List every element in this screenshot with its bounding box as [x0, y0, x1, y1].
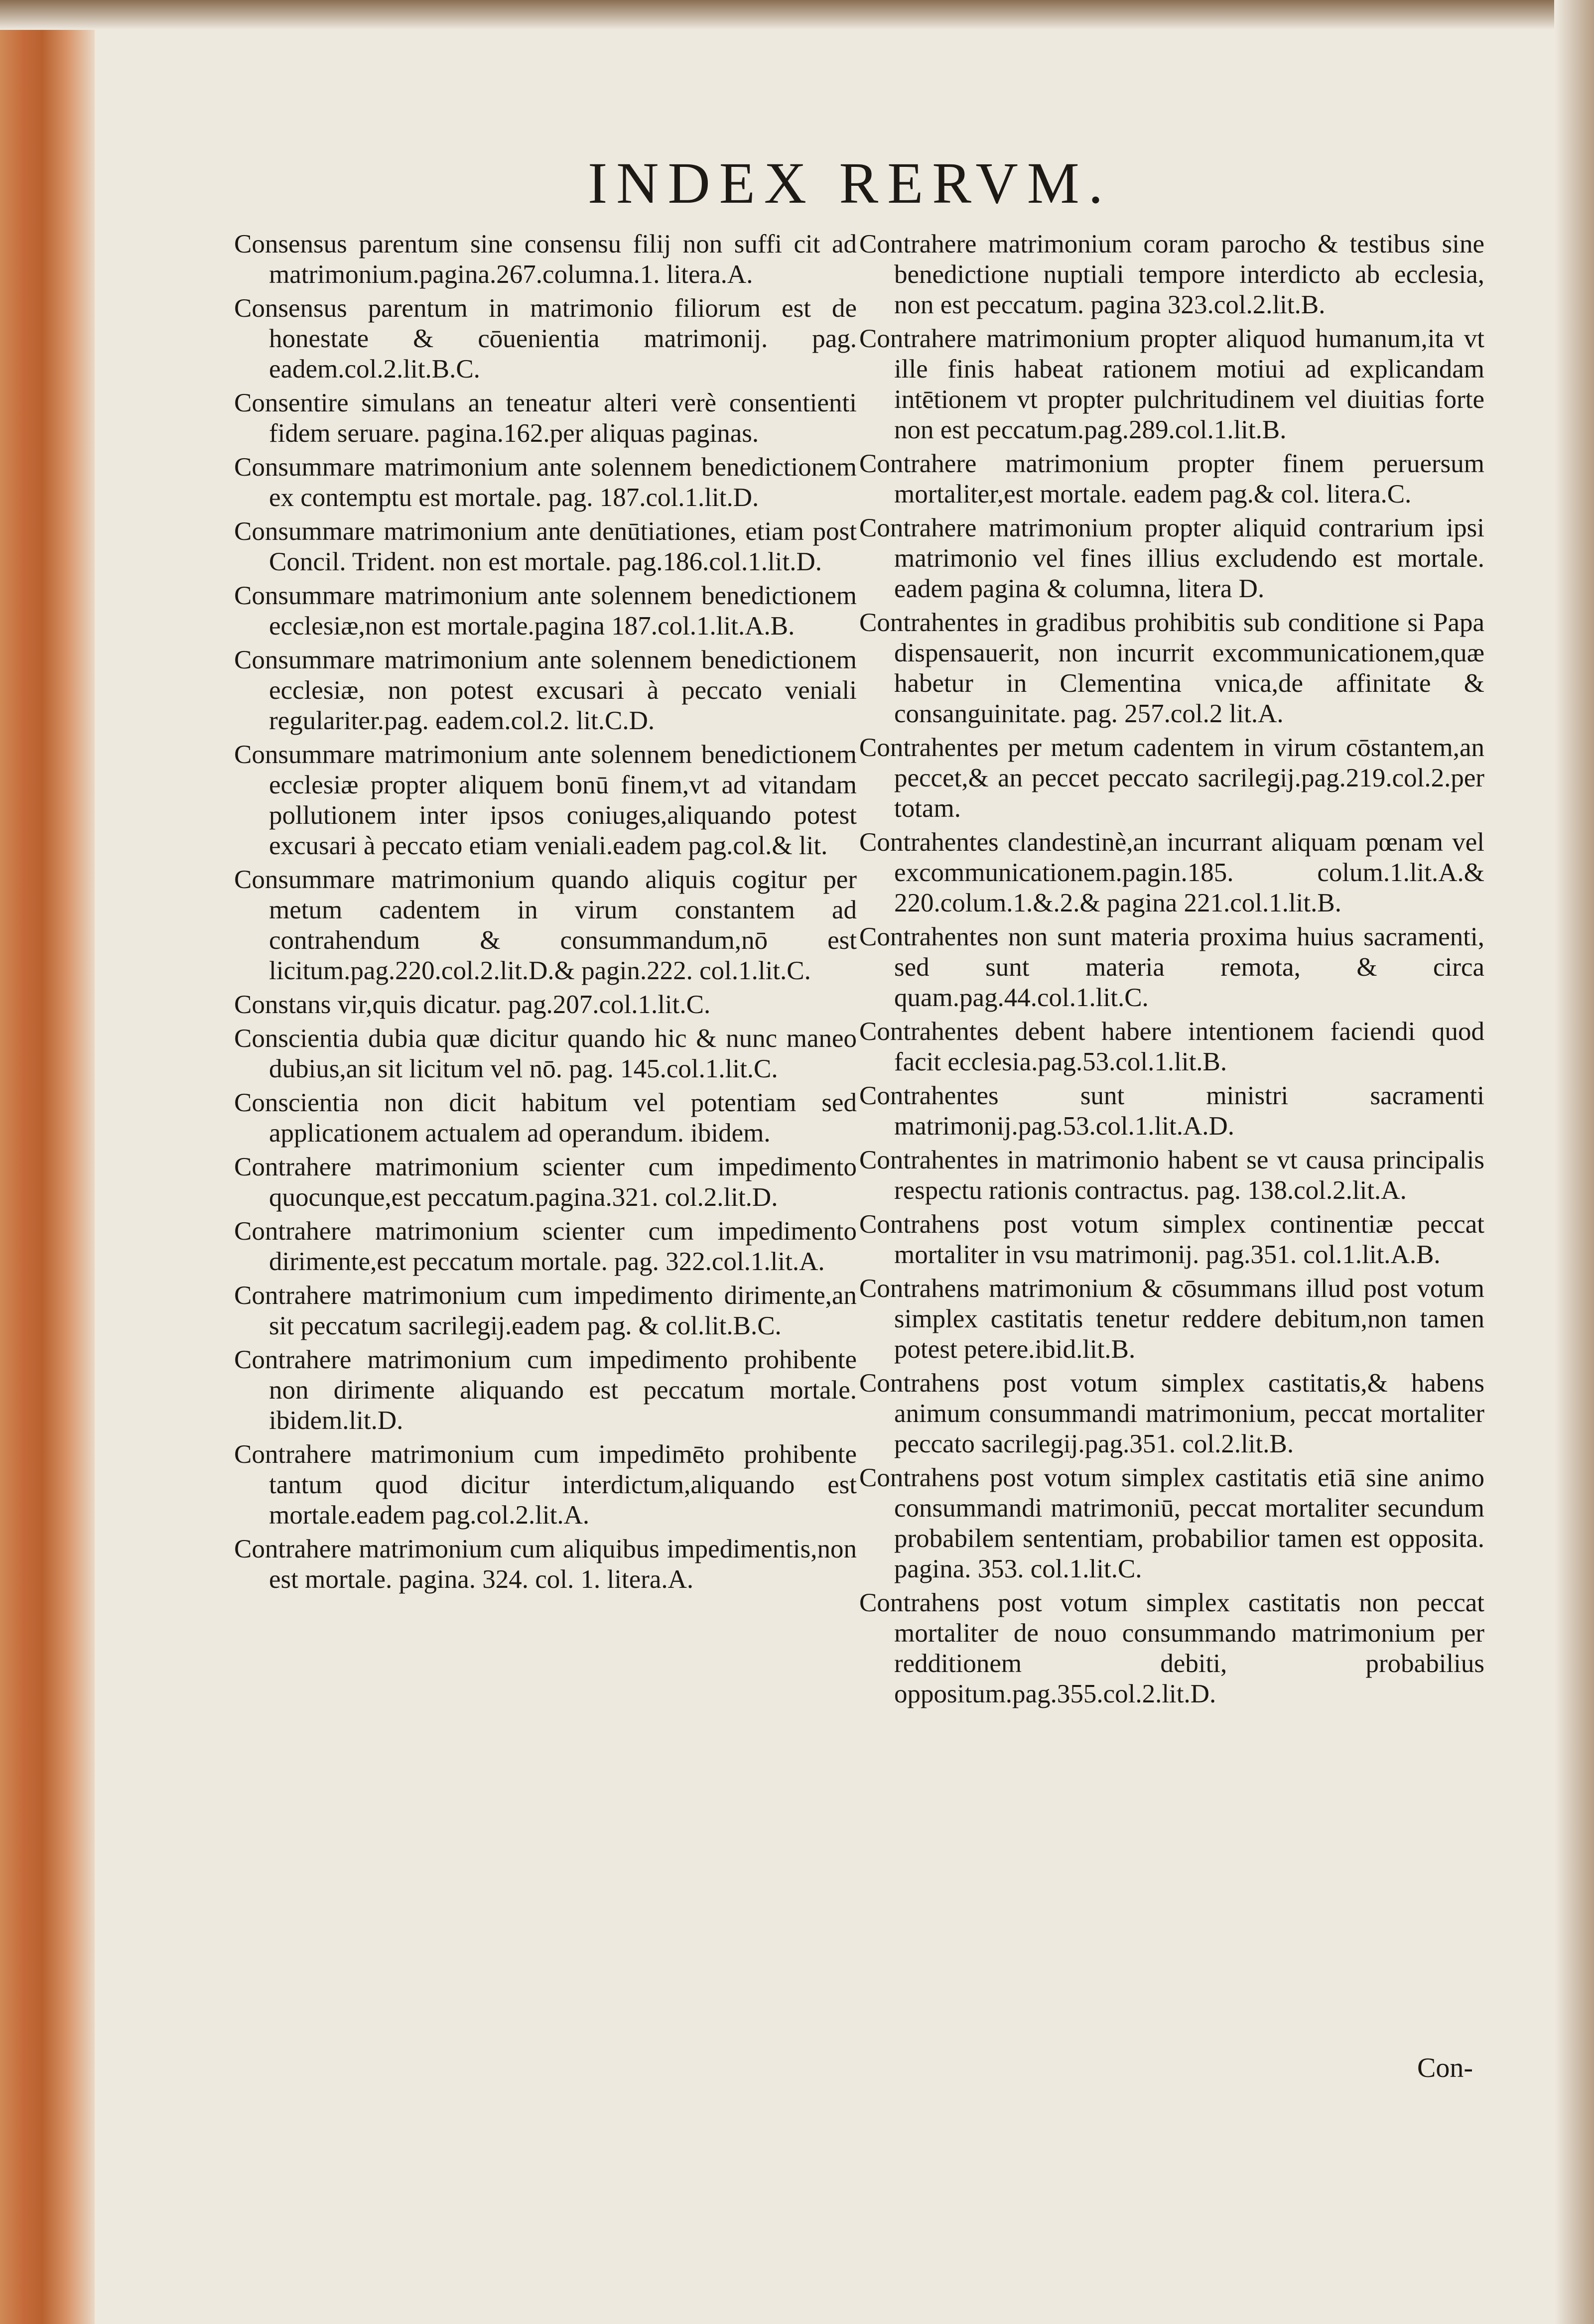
index-entry: Contrahere matrimonium cum impedimēto prohibente tantum quod dicitur interdictum,aliquando est mortale.eadem pag.col.2.lit.A. [234, 1440, 857, 1530]
index-entry: Contrahere matrimonium propter aliquid contrarium ipsi matrimonio vel fines illius excludendo est mortale. eadem pagina & columna, litera D. [859, 514, 1484, 603]
index-column-left [234, 229, 857, 1598]
index-entry: Contrahentes in matrimonio habent se vt causa principalis respectu rationis contractus. pag. 138.col.2.lit.A. [859, 1146, 1484, 1205]
index-entry: Consensus parentum in matrimonio filiorum est de honestate & cōuenientia matrimonij. pag. eadem.col.2.lit.B.C. [234, 294, 857, 384]
index-entry: Conscientia dubia quæ dicitur quando hic & nunc maneo dubius,an sit licitum vel nō. pag. 145.col.1.lit.C. [234, 1024, 857, 1083]
index-entry: Contrahentes in gradibus prohibitis sub conditione si Papa dispensauerit, non incurrit excommunicationem,quæ habetur in Clementina vnica,de affinitate & consanguinitate. pag. 257.col.2 lit.A. [859, 608, 1484, 728]
index-entry: Contrahens matrimonium & cōsummans illud post votum simplex castitatis tenetur reddere debitum,non tamen potest petere.ibid.lit.B. [859, 1274, 1484, 1364]
index-entry: Consummare matrimonium ante solennem benedictionem ecclesiæ,non est mortale.pagina 187.col.1.lit.A.B. [234, 581, 857, 641]
index-entry: Consummare matrimonium ante solennem benedictionem ecclesiæ propter aliquem bonū finem,vt ad vitandam pollutionem inter ipsos coniuges,aliquando potest excusari à peccato etiam veniali.eadem pag.col.& lit. [234, 740, 857, 860]
index-entry: Contrahens post votum simplex castitatis etiā sine animo consummandi matrimoniū, peccat mortaliter secundum probabilem sententiam, probabilior tamen est opposita. pagina. 353. col.1.lit.C. [859, 1463, 1484, 1583]
index-entry: Consummare matrimonium ante solennem benedictionem ex contemptu est mortale. pag. 187.col.1.lit.D. [234, 453, 857, 512]
index-entry: Contrahere matrimonium propter finem peruersum mortaliter,est mortale. eadem pag.& col. litera.C. [859, 449, 1484, 509]
index-entry: Contrahentes debent habere intentionem faciendi quod facit ecclesia.pag.53.col.1.lit.B. [859, 1017, 1484, 1076]
index-entry: Contrahere matrimonium scienter cum impedimento dirimente,est peccatum mortale. pag. 322.col.1.lit.A. [234, 1217, 857, 1276]
index-entry: Contrahere matrimonium cum impedimento prohibente non dirimente aliquando est peccatum mortale. ibidem.lit.D. [234, 1345, 857, 1435]
index-entry: Contrahentes non sunt materia proxima huius sacramenti, sed sunt materia remota, & circa quam.pag.44.col.1.lit.C. [859, 922, 1484, 1012]
page-right-shadow [1554, 0, 1594, 2324]
page-top-shadow [0, 0, 1594, 30]
index-entry: Contrahere matrimonium propter aliquod humanum,ita vt ille finis habeat rationem motiui ad explicandam intētionem vt propter pulchritudinem vel diuitias forte non est peccatum.pag.289.col.1.lit.B. [859, 324, 1484, 444]
index-entry: Consummare matrimonium ante denūtiationes, etiam post Concil. Trident. non est mortale. pag.186.col.1.lit.D. [234, 517, 857, 576]
index-entry: Consummare matrimonium quando aliquis cogitur per metum cadentem in virum constantem ad contrahendum & consummandum,nō est licitum.pag.220.col.2.lit.D.& pagin.222. col.1.lit.C. [234, 865, 857, 985]
index-entry: Consentire simulans an teneatur alteri verè consentienti fidem seruare. pagina.162.per aliquas paginas. [234, 388, 857, 448]
page-gutter-edge [0, 0, 95, 2324]
index-entry: Contrahere matrimonium cum impedimento dirimente,an sit peccatum sacrilegij.eadem pag. & col.lit.B.C. [234, 1281, 857, 1340]
index-column-right [859, 229, 1484, 1713]
index-entry: Contrahens post votum simplex castitatis non peccat mortaliter de nouo consummando matrimonium per redditionem debiti, probabilius oppositum.pag.355.col.2.lit.D. [859, 1588, 1484, 1708]
index-entry: Contrahens post votum simplex castitatis,& habens animum consummandi matrimonium, peccat mortaliter peccato sacrilegij.pag.351. col.2.lit.B. [859, 1369, 1484, 1458]
index-entry: Consensus parentum sine consensu filij non suffi cit ad matrimonium.pagina.267.columna.1. litera.A. [234, 230, 857, 289]
index-entry: Contrahens post votum simplex continentiæ peccat mortaliter in vsu matrimonij. pag.351. col.1.lit.A.B. [859, 1210, 1484, 1269]
index-entry: Consummare matrimonium ante solennem benedictionem ecclesiæ, non potest excusari à peccato veniali regulariter.pag. eadem.col.2. lit.C.D. [234, 646, 857, 735]
page-title: INDEX RERVM. [588, 150, 1112, 216]
index-entry: Contrahere matrimonium scienter cum impedimento quocunque,est peccatum.pagina.321. col.2.lit.D. [234, 1153, 857, 1212]
index-entry: Contrahentes sunt ministri sacramenti matrimonij.pag.53.col.1.lit.A.D. [859, 1081, 1484, 1141]
index-entry: Conscientia non dicit habitum vel potentiam sed applicationem actualem ad operandum. ibidem. [234, 1088, 857, 1148]
index-entry: Contrahere matrimonium coram parocho & testibus sine benedictione nuptiali tempore interdicto ab ecclesia, non est peccatum. pagina 323.col.2.lit.B. [859, 230, 1484, 319]
index-entry: Constans vir,quis dicatur. pag.207.col.1.lit.C. [234, 990, 711, 1019]
index-entry: Contrahentes clandestinè,an incurrant aliquam pœnam vel excommunicationem.pagin.185. colum.1.lit.A.& 220.colum.1.&.2.& pagina 221.col.1.lit.B. [859, 828, 1484, 917]
index-entry: Contrahentes per metum cadentem in virum cōstantem,an peccet,& an peccet peccato sacrilegij.pag.219.col.2.per totam. [859, 733, 1484, 823]
index-entry: Contrahere matrimonium cum aliquibus impedimentis,non est mortale. pagina. 324. col. 1. litera.A. [234, 1535, 857, 1594]
catchword: Con- [1417, 2053, 1473, 2083]
